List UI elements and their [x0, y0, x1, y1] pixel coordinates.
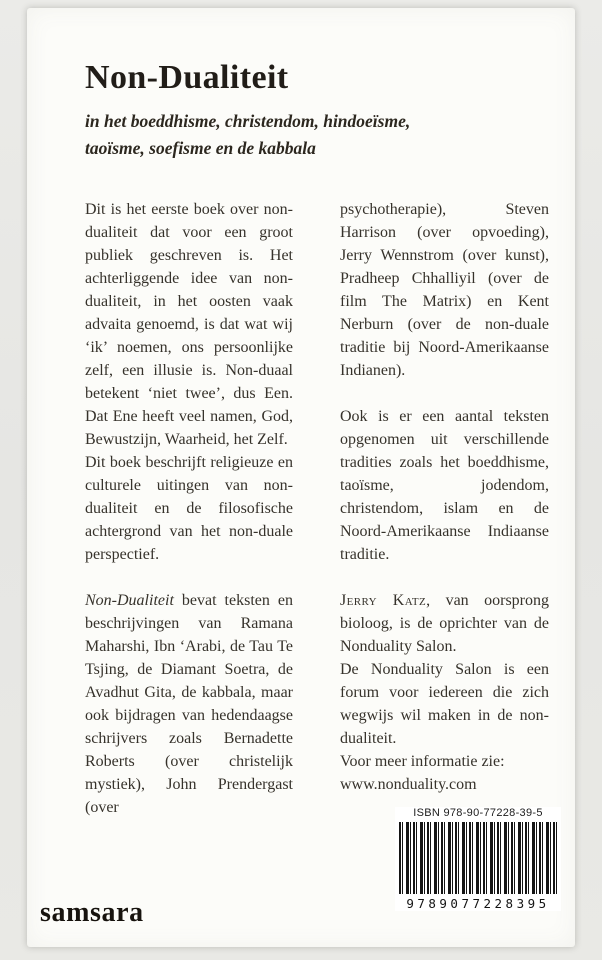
paragraph-nonduality-salon: De Nonduality Salon is een forum voor iedereen die zich wegwijs wil maken in de non-dualiteit.	[340, 661, 549, 747]
isbn-digits: 9789077228395	[406, 896, 550, 911]
paragraph-book-description: Dit boek beschrijft religieuze en culturele uitingen van non-dualiteit en de filosofische achtergrond van het non-duale perspectief.	[85, 454, 293, 563]
book-title-inline-italic: Non-Dualiteit	[85, 592, 174, 609]
book-title: Non-Dualiteit	[85, 59, 289, 96]
body-text-columns	[85, 198, 549, 819]
subtitle-line-2: taoïsme, soefisme en de kabbala	[85, 138, 316, 158]
website-url: www.nonduality.com	[340, 776, 477, 793]
author-bio-text: , van oorsprong bioloog, is de oprichter van de Nonduality Salon.	[340, 592, 549, 655]
paragraph-traditions: Ook is er een aantal teksten opgenomen uit verschillende tradities zoals het boeddhisme, taoïsme, jodendom, christendom, islam en de Noord-Amerikaanse Indiaanse traditie.	[340, 408, 549, 563]
subtitle-line-1: in het boeddhisme, christendom, hindoeïsme,	[85, 111, 411, 131]
isbn-barcode-block	[395, 807, 561, 911]
isbn-label: ISBN 978-90-77228-39-5	[413, 807, 543, 819]
more-info-label: Voor meer informatie zie:	[340, 753, 505, 770]
paragraph-contributors: psychotherapie), Steven Harrison (over opvoeding), Jerry Wennstrom (over kunst), Pradheep Chhalliyil (over de film The Matrix) en Kent Nerburn (over de non-duale traditie bij Noord-Amerikaanse Indianen).	[340, 201, 549, 379]
paragraph-contents-text: bevat teksten en beschrijvingen van Ramana Maharshi, Ibn ‘Arabi, de Tau Te Tsjing, de Diamant Soetra, de Avadhut Gita, de kabbala, maar ook bijdragen van hedendaagse schrijvers zoals Bernadette Roberts (over christelijk mystiek), John Prendergast (over	[85, 592, 293, 816]
right-text-column	[340, 198, 549, 819]
book-subtitle	[85, 108, 575, 162]
barcode-bars-image	[399, 822, 557, 894]
paragraph-contents	[85, 589, 293, 819]
paragraph-intro: Dit is het eerste boek over non-dualiteit dat voor een groot publiek geschreven is. Het achterliggende idee van non-dualiteit, in het oosten vaak advaita genoemd, is dat wat wij ‘ik’ noemen, ons persoonlijke zelf, een illusie is. Non-duaal betekent ‘niet twee’, dus Een. Dat Ene heeft veel namen, God, Bewustzijn, Waarheid, het Zelf.	[85, 201, 293, 448]
book-back-cover	[27, 8, 575, 947]
author-name-smallcaps: Jerry Katz	[340, 592, 427, 609]
paragraph-author-bio	[340, 589, 549, 658]
publisher-logo: samsara	[40, 897, 144, 928]
left-text-column	[85, 198, 293, 819]
